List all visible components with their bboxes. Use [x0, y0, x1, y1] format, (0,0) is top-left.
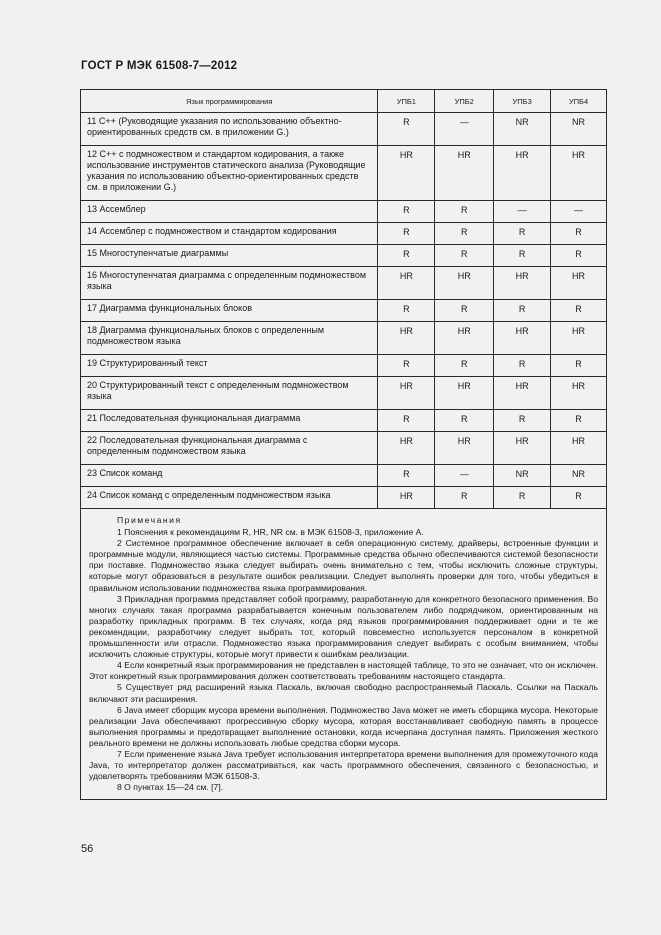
sil1-cell: R [378, 113, 435, 146]
sil1-cell: HR [378, 146, 435, 201]
language-cell: 11 C++ (Руководящие указания по использованию объектно-ориентированных средств см. в приложении G.) [81, 113, 378, 146]
sil3-cell: NR [494, 465, 551, 487]
sil4-cell: R [551, 355, 607, 377]
sil1-cell: R [378, 355, 435, 377]
sil4-cell: HR [551, 267, 607, 300]
sil2-cell: HR [435, 377, 494, 410]
sil2-cell: R [435, 487, 494, 509]
sil3-cell: R [494, 300, 551, 322]
table-row [81, 146, 607, 201]
sil2-cell: R [435, 201, 494, 223]
sil4-cell: R [551, 223, 607, 245]
sil4-cell: HR [551, 146, 607, 201]
table-row [81, 377, 607, 410]
sil4-cell: R [551, 487, 607, 509]
table-row [81, 487, 607, 509]
column-header-sil4: УПБ4 [551, 90, 607, 113]
table-row [81, 465, 607, 487]
sil4-cell: — [551, 201, 607, 223]
sil4-cell: HR [551, 432, 607, 465]
sil2-cell: HR [435, 146, 494, 201]
language-cell: 14 Ассемблер с подмножеством и стандартом кодирования [81, 223, 378, 245]
sil3-cell: R [494, 355, 551, 377]
language-cell: 17 Диаграмма функциональных блоков [81, 300, 378, 322]
sil2-cell: HR [435, 432, 494, 465]
table-row [81, 223, 607, 245]
note-item: 7 Если применение языка Java требует использования интерпретатора времени выполнения для промежуточного кода Java, то интерпретатор должен рассматриваться, как часть программного обеспечения, связанного с безопасностью, и удовлетворять требованиям МЭК 61508-3. [89, 748, 598, 782]
sil4-cell: HR [551, 377, 607, 410]
table-row [81, 300, 607, 322]
sil1-cell: R [378, 300, 435, 322]
language-cell: 24 Список команд с определенным подмножеством языка [81, 487, 378, 509]
language-cell: 15 Многоступенчатые диаграммы [81, 245, 378, 267]
note-item: 1 Пояснения к рекомендациям R, HR, NR см. в МЭК 61508-3, приложение А. [117, 527, 424, 538]
sil4-cell: NR [551, 465, 607, 487]
sil1-cell: HR [378, 432, 435, 465]
sil2-cell: HR [435, 322, 494, 355]
sil2-cell: HR [435, 267, 494, 300]
sil3-cell: R [494, 223, 551, 245]
sil3-cell: R [494, 410, 551, 432]
sil2-cell: — [435, 113, 494, 146]
language-cell: 13 Ассемблер [81, 201, 378, 223]
language-cell: 18 Диаграмма функциональных блоков с определенным подмножеством языка [81, 322, 378, 355]
notes-title: Примечания [117, 515, 182, 525]
language-cell: 16 Многоступенчатая диаграмма с определенным подмножеством языка [81, 267, 378, 300]
sil1-cell: HR [378, 322, 435, 355]
sil1-cell: HR [378, 487, 435, 509]
sil3-cell: HR [494, 146, 551, 201]
sil1-cell: HR [378, 267, 435, 300]
language-cell: 22 Последовательная функциональная диаграмма с определенным подмножеством языка [81, 432, 378, 465]
sil2-cell: R [435, 410, 494, 432]
sil4-cell: NR [551, 113, 607, 146]
column-header-sil2: УПБ2 [435, 90, 494, 113]
column-header-sil1: УПБ1 [378, 90, 435, 113]
sil3-cell: HR [494, 432, 551, 465]
sil4-cell: R [551, 410, 607, 432]
sil3-cell: HR [494, 267, 551, 300]
note-item: 4 Если конкретный язык программирования не представлен в настоящей таблице, то это не означает, что он исключен. Этот конкретный язык программирования должен соответствовать требованиям настоящего стандарта. [89, 660, 598, 682]
sil3-cell: NR [494, 113, 551, 146]
column-header-sil3: УПБ3 [494, 90, 551, 113]
sil3-cell: R [494, 487, 551, 509]
table-row [81, 201, 607, 223]
language-cell: 21 Последовательная функциональная диаграмма [81, 410, 378, 432]
table-row [81, 113, 607, 146]
sil1-cell: R [378, 223, 435, 245]
language-cell: 20 Структурированный текст с определенным подмножеством языка [81, 377, 378, 410]
sil2-cell: R [435, 300, 494, 322]
sil4-cell: R [551, 245, 607, 267]
note-item: 3 Прикладная программа представляет собой программу, разработанную для конкретного безопасного применения. Во многих случаях такая программа разрабатывается конечным пользователем либо подрядчиком, ориентированным на разработку прикладных программ. В тех случаях, когда ряд языков программирования поддерживает одни и те же рекомендации, разработчику следует выбрать тот, который повсеместно используется персоналом в конкретной промышленности или отрасли. Подмножество языка программирования следует выбирать с особым вниманием, чтобы исключить сложные структуры, которые могут привести к ошибкам реализации. [89, 593, 598, 660]
programming-language-table [80, 89, 607, 800]
sil2-cell: — [435, 465, 494, 487]
document-header: ГОСТ Р МЭК 61508-7—2012 [81, 60, 238, 72]
sil1-cell: R [378, 245, 435, 267]
page-number: 56 [81, 843, 94, 855]
note-item: 5 Существует ряд расширений языка Паскаль, включая свободно распространяемый Паскаль. Ссылки на Паскаль включают эти расширения. [89, 682, 598, 704]
sil2-cell: R [435, 223, 494, 245]
sil2-cell: R [435, 355, 494, 377]
sil1-cell: R [378, 410, 435, 432]
sil2-cell: R [435, 245, 494, 267]
table-header-row [81, 90, 607, 113]
language-cell: 12 C++ с подмножеством и стандартом кодирования, а также использование инструментов статического анализа (Руководящие указания по использованию объектно-ориентированных средств см. в приложении G.) [81, 146, 378, 201]
language-cell: 19 Структурированный текст [81, 355, 378, 377]
notes-cell [81, 509, 607, 800]
table-row [81, 355, 607, 377]
language-cell: 23 Список команд [81, 465, 378, 487]
table-row [81, 267, 607, 300]
notes-row [81, 509, 607, 800]
sil1-cell: R [378, 201, 435, 223]
column-header-language: Язык программирования [81, 90, 378, 113]
sil3-cell: — [494, 201, 551, 223]
table-row [81, 322, 607, 355]
sil1-cell: R [378, 465, 435, 487]
sil3-cell: HR [494, 322, 551, 355]
note-item: 2 Системное программное обеспечение включает в себя операционную систему, драйверы, встроенные функции и программные модули, являющиеся частью системы. Программные средства обычно обеспечиваются системой безопасности при поставке. Подмножество языка следует выбирать очень внимательно с тем, чтобы исключить сложные структуры, которые могут образоваться в результате ошибок реализации. Следует выполнять проверки для того, чтобы убедиться в правильном использовании подмножества языка программирования. [89, 538, 598, 593]
table-row [81, 410, 607, 432]
sil1-cell: HR [378, 377, 435, 410]
table-row [81, 245, 607, 267]
sil4-cell: R [551, 300, 607, 322]
sil3-cell: HR [494, 377, 551, 410]
sil3-cell: R [494, 245, 551, 267]
table-row [81, 432, 607, 465]
sil4-cell: HR [551, 322, 607, 355]
note-item: 6 Java имеет сборщик мусора времени выполнения. Подмножество Java может не иметь сборщика мусора. Некоторые реализации Java обеспечивают прогрессивную сборку мусора, которая восстанавливает свободную память в процессе выполнения программы и предотвращает выполнение остановки, когда исчерпана доступная память. Приложения жесткого реального времени не должны использовать любые средства сборки мусора. [89, 704, 598, 748]
note-item: 8 О пунктах 15—24 см. [7]. [117, 782, 224, 793]
